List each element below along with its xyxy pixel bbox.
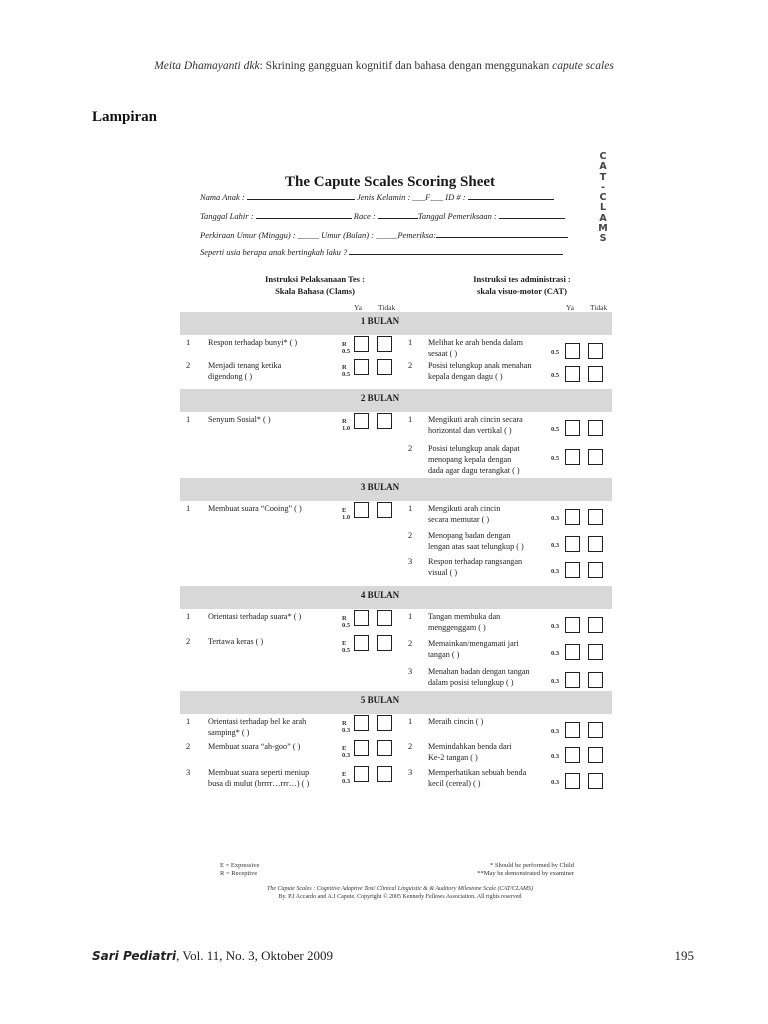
ya-checkbox[interactable]: [565, 562, 580, 578]
citation: The Capute Scales : Cognitive Adaptive Test/ Clinical Linguistic & & Auditory Milestone Scale (CAT/CLAMS) By. P.J Accardo and A.J Capute. Copyright © 2005 Kennedy Fellows Association. All rights reserved: [267, 886, 533, 900]
tidak-checkbox[interactable]: [377, 715, 392, 731]
cat-score: 0.3: [551, 753, 560, 760]
item-number: 2: [186, 741, 191, 751]
code-part: E: [342, 745, 347, 752]
code-part: 1.0: [342, 425, 351, 432]
item-line: Memindahkan benda dari: [428, 742, 512, 751]
item-line: Orientasi terhadap suara* ( ): [208, 612, 302, 621]
code-part: R: [342, 615, 347, 622]
cat-score: 0.5: [551, 349, 560, 356]
tidak-checkbox[interactable]: [377, 413, 392, 429]
ya-checkbox[interactable]: [565, 536, 580, 552]
tidak-checkbox[interactable]: [588, 562, 603, 578]
tidak-checkbox[interactable]: [588, 536, 603, 552]
cat-item-text: [428, 414, 554, 436]
code-part: R: [342, 418, 347, 425]
ya-checkbox[interactable]: [354, 413, 369, 429]
item-number: 1: [186, 611, 191, 621]
ya-checkbox[interactable]: [565, 773, 580, 789]
item-number: 2: [408, 443, 413, 453]
item-line: menopang kepala dengan: [428, 455, 512, 464]
item-number: 1: [186, 414, 191, 424]
cat-item-text: [428, 611, 554, 633]
clams-item-text: [208, 741, 340, 752]
clams-score-code: [342, 640, 350, 654]
item-line: tangan ( ): [428, 650, 460, 659]
ya-checkbox[interactable]: [565, 343, 580, 359]
ya-checkbox[interactable]: [565, 747, 580, 763]
item-number: 2: [408, 530, 413, 540]
item-line: sesaat ( ): [428, 349, 458, 358]
scoring-sheet: [180, 150, 612, 910]
item-line: Respon terhadap rangsangan: [428, 557, 523, 566]
item-number: 3: [186, 767, 191, 777]
ya-checkbox[interactable]: [354, 766, 369, 782]
ya-checkbox[interactable]: [565, 672, 580, 688]
item-number: 1: [186, 503, 191, 513]
item-line: Membuat suara seperti meniup: [208, 768, 310, 777]
code-part: 0.5: [342, 371, 351, 378]
item-number: 3: [408, 666, 413, 676]
month-label: 3 BULAN: [360, 482, 400, 492]
item-line: Tertawa keras ( ): [208, 637, 264, 646]
instructions-right: Instruksi tes administrasi : skala visuo-motor (CAT): [473, 274, 571, 296]
item-line: Orientasi terhadap bel ke arah: [208, 717, 307, 726]
item-number: 2: [186, 360, 191, 370]
ya-checkbox[interactable]: [565, 366, 580, 382]
clams-item-text: [208, 636, 340, 647]
header-title-italic: capute scales: [552, 60, 614, 72]
item-number: 1: [186, 337, 191, 347]
month-band: [180, 691, 612, 714]
item-number: 1: [408, 337, 413, 347]
code-part: R: [342, 341, 347, 348]
tidak-checkbox[interactable]: [588, 343, 603, 359]
form-field-name: Nama Anak : Jenis Kelamin : ___F___ ID # :: [200, 191, 554, 202]
tidak-checkbox[interactable]: [377, 740, 392, 756]
vertical-letter: C: [599, 192, 607, 204]
footer-journal: Sari Pediatri: [92, 949, 177, 963]
clams-score-code: [342, 720, 350, 734]
item-line: dada agar dagu terangkat ( ): [428, 466, 520, 475]
clams-score-code: [342, 341, 350, 355]
item-line: Posisi telungkup anak dapat: [428, 444, 520, 453]
item-line: Respon terhadap bunyi* ( ): [208, 338, 298, 347]
form-field-behavior-age: Seperti usia berapa anak bertingkah laku ?: [200, 246, 563, 257]
item-line: Ke-2 tangan ( ): [428, 753, 478, 762]
tidak-checkbox[interactable]: [588, 672, 603, 688]
cat-item-text: [428, 503, 554, 525]
ya-checkbox[interactable]: [354, 359, 369, 375]
clams-item-text: [208, 503, 340, 514]
cat-score: 0.5: [551, 455, 560, 462]
tidak-checkbox[interactable]: [588, 747, 603, 763]
ya-checkbox[interactable]: [354, 715, 369, 731]
ya-checkbox[interactable]: [565, 420, 580, 436]
cat-item-text: [428, 767, 554, 789]
cat-score: 0.3: [551, 568, 560, 575]
code-part: E: [342, 640, 347, 647]
instructions-left: Instruksi Pelaksanaan Tes : Skala Bahasa (Clams): [265, 274, 365, 296]
item-line: lengan atas saat telungkup ( ): [428, 542, 524, 551]
vertical-letter: S: [599, 233, 607, 245]
code-part: 0.3: [342, 727, 351, 734]
ya-checkbox[interactable]: [354, 336, 369, 352]
ya-checkbox[interactable]: [354, 610, 369, 626]
clams-score-code: [342, 364, 350, 378]
item-number: 1: [408, 611, 413, 621]
tidak-checkbox[interactable]: [377, 766, 392, 782]
header-authors: Meita Dhamayanti dkk: [154, 60, 260, 72]
item-number: 2: [186, 636, 191, 646]
item-line: horizontal dan vertikal ( ): [428, 426, 512, 435]
tidak-checkbox[interactable]: [377, 359, 392, 375]
item-number: 1: [408, 503, 413, 513]
item-line: busa di mulut (brrrr…rrr…) ( ): [208, 779, 310, 788]
cat-score: 0.3: [551, 515, 560, 522]
clams-score-code: [342, 507, 350, 521]
vertical-letter: T: [599, 171, 607, 183]
tidak-checkbox[interactable]: [377, 610, 392, 626]
item-line: visual ( ): [428, 568, 458, 577]
item-line: menggenggam ( ): [428, 623, 486, 632]
code-part: 1.0: [342, 514, 351, 521]
tidak-label-left: Tidak: [378, 303, 396, 312]
month-band: [180, 586, 612, 609]
item-line: Posisi telungkup anak menahan: [428, 361, 532, 370]
code-part: 0.5: [342, 348, 351, 355]
tidak-checkbox[interactable]: [588, 509, 603, 525]
cat-score: 0.5: [551, 372, 560, 379]
ya-checkbox[interactable]: [565, 644, 580, 660]
page-footer: [92, 948, 333, 964]
code-part: 0.5: [342, 622, 351, 629]
form-field-dob: Tanggal Lahir : Race : Tanggal Pemeriksaan :: [200, 210, 565, 221]
cat-score: 0.5: [551, 426, 560, 433]
vertical-letter: L: [599, 202, 607, 214]
month-label: 4 BULAN: [360, 590, 400, 600]
cat-item-text: [428, 666, 554, 688]
item-line: Menjadi tenang ketika: [208, 361, 282, 370]
cat-item-text: [428, 556, 554, 578]
item-number: 2: [408, 741, 413, 751]
ya-checkbox[interactable]: [565, 509, 580, 525]
item-number: 1: [408, 716, 413, 726]
item-line: Senyum Sosial* ( ): [208, 415, 271, 424]
clams-score-code: [342, 418, 350, 432]
section-title: Lampiran: [92, 109, 158, 125]
cat-score: 0.3: [551, 779, 560, 786]
item-line: Mengikuti arah cincin secara: [428, 415, 523, 424]
item-line: Meraih cincin ( ): [428, 717, 484, 726]
clams-item-text: [208, 414, 340, 425]
sheet-title: The Capute Scales Scoring Sheet: [285, 174, 495, 190]
tidak-checkbox[interactable]: [588, 617, 603, 633]
item-line: samping* ( ): [208, 728, 250, 737]
vertical-letter: A: [599, 212, 607, 224]
vertical-letter: C: [599, 151, 607, 162]
cat-item-text: [428, 716, 554, 727]
cat-score: 0.3: [551, 542, 560, 549]
clams-item-text: [208, 360, 340, 382]
cat-score: 0.3: [551, 678, 560, 685]
cat-score: 0.3: [551, 650, 560, 657]
vertical-letter: M: [598, 223, 608, 235]
tidak-checkbox[interactable]: [588, 773, 603, 789]
clams-item-text: [208, 767, 340, 789]
tidak-checkbox[interactable]: [588, 366, 603, 382]
month-label: 2 BULAN: [360, 393, 400, 403]
cat-item-text: [428, 530, 554, 552]
ya-checkbox[interactable]: [354, 635, 369, 651]
tidak-checkbox[interactable]: [588, 722, 603, 738]
clams-item-text: [208, 337, 340, 348]
clams-item-text: [208, 611, 340, 622]
item-number: 3: [408, 556, 413, 566]
code-part: E: [342, 771, 347, 778]
ya-checkbox[interactable]: [354, 740, 369, 756]
vertical-letter: -: [601, 181, 605, 193]
item-line: Menahan badan dengan tangan: [428, 667, 530, 676]
clams-score-code: [342, 771, 350, 785]
ya-checkbox[interactable]: [565, 617, 580, 633]
form-field-age: Perkiraan Umur (Minggu) : _____ Umur (Bulan) : _____Pemeriksa:: [200, 229, 568, 240]
month-label: 5 BULAN: [360, 695, 400, 705]
ya-checkbox[interactable]: [354, 502, 369, 518]
month-band: [180, 389, 612, 412]
ya-checkbox[interactable]: [565, 722, 580, 738]
running-header: [0, 60, 768, 72]
header-sep: :: [259, 60, 266, 72]
page-number: 195: [674, 948, 694, 963]
cat-item-text: [428, 741, 554, 763]
cat-score: 0.3: [551, 728, 560, 735]
item-line: secara memutar ( ): [428, 515, 490, 524]
vertical-letter: A: [599, 161, 607, 173]
item-line: dalam posisi telungkup ( ): [428, 678, 514, 687]
ya-checkbox[interactable]: [565, 449, 580, 465]
item-line: kepala dengan dagu ( ): [428, 372, 503, 381]
cat-item-text: [428, 337, 554, 359]
tidak-label-right: Tidak: [590, 303, 608, 312]
legend-notes: * Should be performed by Child **May be demonstrated by examiner: [477, 862, 574, 877]
item-line: Membuat suara “ah-goo” ( ): [208, 742, 301, 751]
header-title: Skrining gangguan kognitif dan bahasa dengan menggunakan: [265, 60, 553, 72]
item-line: Membuat suara “Cooing” ( ): [208, 504, 302, 513]
item-line: Memainkan/mengamati jari: [428, 639, 519, 648]
tidak-checkbox[interactable]: [588, 420, 603, 436]
code-part: 0.5: [342, 647, 351, 654]
cat-clams-vertical-label: [596, 152, 610, 245]
tidak-checkbox[interactable]: [588, 449, 603, 465]
month-band: [180, 312, 612, 335]
month-label: 1 BULAN: [360, 316, 400, 326]
cat-item-text: [428, 360, 554, 382]
tidak-checkbox[interactable]: [377, 635, 392, 651]
item-number: 1: [186, 716, 191, 726]
cat-score: 0.3: [551, 623, 560, 630]
ya-label-right: Ya: [566, 303, 574, 312]
clams-score-code: [342, 615, 350, 629]
item-line: Menopang badan dengan: [428, 531, 511, 540]
code-part: 0.3: [342, 752, 351, 759]
clams-score-code: [342, 745, 350, 759]
clams-item-text: [208, 716, 340, 738]
footer-citation: , Vol. 11, No. 3, Oktober 2009: [176, 948, 333, 963]
code-part: R: [342, 364, 347, 371]
tidak-checkbox[interactable]: [588, 644, 603, 660]
legend-codes: E = Expressive R = Receptive: [220, 862, 260, 877]
item-line: Melihat ke arah benda dalam: [428, 338, 524, 347]
tidak-checkbox[interactable]: [377, 502, 392, 518]
item-number: 2: [408, 638, 413, 648]
item-line: Mengikuti arah cincin: [428, 504, 501, 513]
month-band: [180, 478, 612, 501]
item-line: digendong ( ): [208, 372, 253, 381]
code-part: 0.3: [342, 778, 351, 785]
item-number: 3: [408, 767, 413, 777]
item-number: 2: [408, 360, 413, 370]
ya-label-left: Ya: [354, 303, 362, 312]
cat-item-text: [428, 443, 554, 476]
code-part: E: [342, 507, 347, 514]
cat-item-text: [428, 638, 554, 660]
item-number: 1: [408, 414, 413, 424]
code-part: R: [342, 720, 347, 727]
item-line: Memperhatikan sebuah benda: [428, 768, 527, 777]
tidak-checkbox[interactable]: [377, 336, 392, 352]
item-line: Tangan membuka dan: [428, 612, 501, 621]
item-line: kecil (cereal) ( ): [428, 779, 481, 788]
